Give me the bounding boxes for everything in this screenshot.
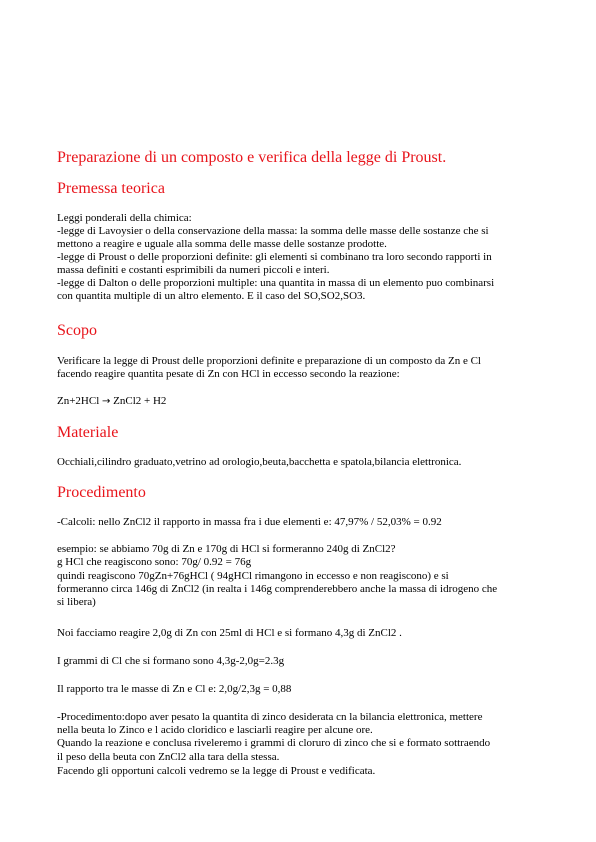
premessa-line: con quantita multiple di un altro elemento. E il caso del SO,SO2,SO3.: [57, 290, 366, 302]
procedimento-line: Il rapporto tra le masse di Zn e Cl e: 2,0g/2,3g = 0,88: [57, 683, 292, 695]
document-title: Preparazione di un composto e verifica della legge di Proust.: [57, 149, 447, 166]
procedimento-line: I grammi di Cl che si formano sono 4,3g-2,0g=2.3g: [57, 655, 285, 667]
premessa-line: massa definiti e costanti esprimibili da numeri piccoli e interi.: [57, 264, 330, 276]
procedimento-line: formeranno circa 146g di ZnCl2 (in realta i 146g comprenderebbero anche la massa di idrogeno che: [57, 583, 498, 595]
procedimento-line: -Calcoli: nello ZnCl2 il rapporto in massa fra i due elementi e: 47,97% / 52,03% = 0.92: [57, 516, 442, 528]
procedimento-line: quindi reagiscono 70gZn+76gHCl ( 94gHCl rimangono in eccesso e non reagiscono) e si: [57, 570, 449, 582]
heading-procedimento: Procedimento: [57, 484, 146, 501]
premessa-line: -legge di Proust o delle proporzioni definite: gli elementi si combinano tra loro secondo rapporti in: [57, 251, 492, 263]
reaction-products: ZnCl2 + H2: [113, 395, 167, 407]
procedimento-line: il peso della beuta con ZnCl2 alla tara della stessa.: [57, 751, 280, 763]
premessa-line: mettono a reagire e uguale alla somma delle masse delle sostanze prodotte.: [57, 238, 387, 250]
procedimento-line: Quando la reazione e conclusa riveleremo i grammi di cloruro di zinco che si e formato sottraendo: [57, 737, 491, 749]
procedimento-line: -Procedimento:dopo aver pesato la quantita di zinco desiderata cn la bilancia elettronica, mettere: [57, 711, 483, 723]
procedimento-line: Facendo gli opportuni calcoli vedremo se la legge di Proust e vedificata.: [57, 765, 376, 777]
reaction-reactants: Zn+2HCl: [57, 395, 100, 407]
premessa-line: -legge di Lavoysier o della conservazione della massa: la somma delle masse delle sostanze che si: [57, 225, 489, 237]
procedimento-line: si libera): [57, 596, 96, 608]
premessa-line: Leggi ponderali della chimica:: [57, 212, 192, 224]
procedimento-line: nella beuta lo Zinco e l acido cloridico e lasciarli reagire per alcune ore.: [57, 724, 373, 736]
heading-scopo: Scopo: [57, 322, 97, 339]
materiale-line: Occhiali,cilindro graduato,vetrino ad orologio,beuta,bacchetta e spatola,bilancia elettronica.: [57, 456, 462, 468]
scopo-line: facendo reagire quantita pesate di Zn con HCl in eccesso secondo la reazione:: [57, 368, 400, 380]
reaction-equation: [57, 395, 166, 408]
procedimento-line: Noi facciamo reagire 2,0g di Zn con 25ml di HCl e si formano 4,3g di ZnCl2 .: [57, 627, 402, 639]
reaction-arrow-icon: →: [102, 396, 111, 407]
procedimento-line: g HCl che reagiscono sono: 70g/ 0.92 = 76g: [57, 556, 252, 568]
procedimento-line: esempio: se abbiamo 70g di Zn e 170g di HCl si formeranno 240g di ZnCl2?: [57, 543, 396, 555]
premessa-line: -legge di Dalton o delle proporzioni multiple: una quantita in massa di un elemento puo combinarsi: [57, 277, 495, 289]
heading-premessa: Premessa teorica: [57, 180, 165, 197]
heading-materiale: Materiale: [57, 424, 119, 441]
scopo-line: Verificare la legge di Proust delle proporzioni definite e preparazione di un composto da Zn e Cl: [57, 355, 481, 367]
